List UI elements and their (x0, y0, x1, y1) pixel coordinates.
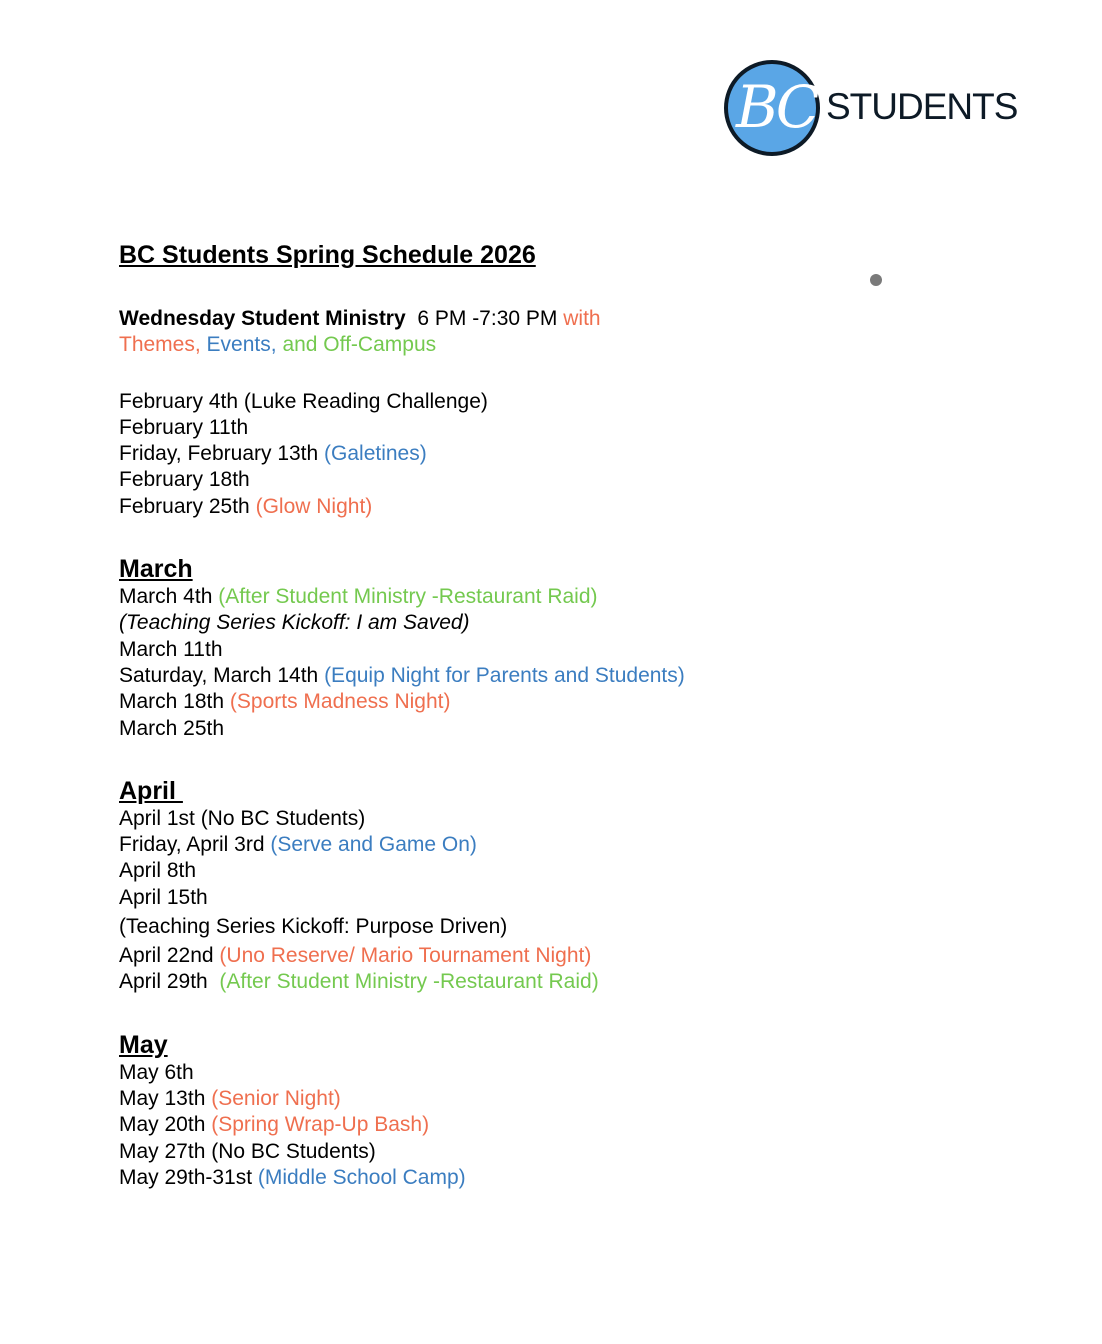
month-heading-may: May (119, 1030, 168, 1059)
list-item: May 20th (Spring Wrap-Up Bash) (119, 1113, 430, 1137)
list-item: Saturday, March 14th (Equip Night for Parents and Students) (119, 663, 685, 687)
schedule-document (119, 240, 1019, 1191)
list-item: May 29th-31st (Middle School Camp) (119, 1165, 466, 1189)
subtitle-time: 6 PM -7:30 PM (405, 307, 564, 330)
month-heading-april: April (119, 776, 183, 805)
list-item: March 25th (119, 716, 225, 740)
list-item: May 27th (No BC Students) (119, 1139, 376, 1163)
list-item: March 18th (Sports Madness Night) (119, 690, 451, 714)
list-item: May 6th (119, 1060, 194, 1084)
february-list (119, 389, 1019, 520)
list-item: Friday, February 13th (Galetines) (119, 442, 427, 466)
april-list (119, 806, 1019, 996)
month-heading-march: March (119, 555, 193, 584)
list-item: April 1st (No BC Students) (119, 806, 366, 830)
list-item: April 15th (119, 885, 208, 909)
logo-students-text: STUDENTS (826, 86, 1018, 127)
list-item: March 11th (119, 637, 223, 661)
list-item: Friday, April 3rd (Serve and Game On) (119, 833, 477, 857)
list-item: February 25th (Glow Night) (119, 494, 373, 518)
subtitle-offcampus: and Off-Campus (282, 333, 437, 357)
subtitle-events: Events (206, 333, 271, 357)
subtitle-comma: , (270, 333, 277, 357)
march-list (119, 584, 1019, 742)
list-item: (Teaching Series Kickoff: I am Saved) (119, 611, 470, 635)
list-item: April 8th (119, 859, 197, 883)
list-item: April 22nd (Uno Reserve/ Mario Tournament Night) (119, 944, 592, 968)
page-title: BC Students Spring Schedule 2026 (119, 241, 536, 269)
list-item: April 29th (After Student Ministry -Restaurant Raid) (119, 970, 599, 994)
list-item: May 13th (Senior Night) (119, 1086, 341, 1110)
logo-circle (724, 60, 820, 156)
list-item: February 4th (Luke Reading Challenge) (119, 389, 488, 413)
list-item: February 18th (119, 468, 250, 492)
bc-students-logo (722, 60, 1018, 164)
list-item: (Teaching Series Kickoff: Purpose Driven) (119, 915, 508, 939)
subtitle-with: with (563, 307, 601, 330)
list-item: March 4th (After Student Ministry -Restaurant Raid) (119, 585, 598, 609)
subtitle (119, 306, 1019, 359)
may-list (119, 1060, 1019, 1191)
subtitle-ministry: Wednesday Student Ministry (119, 307, 406, 330)
subtitle-themes: Themes, (119, 333, 201, 357)
list-item: February 11th (119, 415, 249, 439)
logo-bc-text: BC (736, 73, 817, 141)
